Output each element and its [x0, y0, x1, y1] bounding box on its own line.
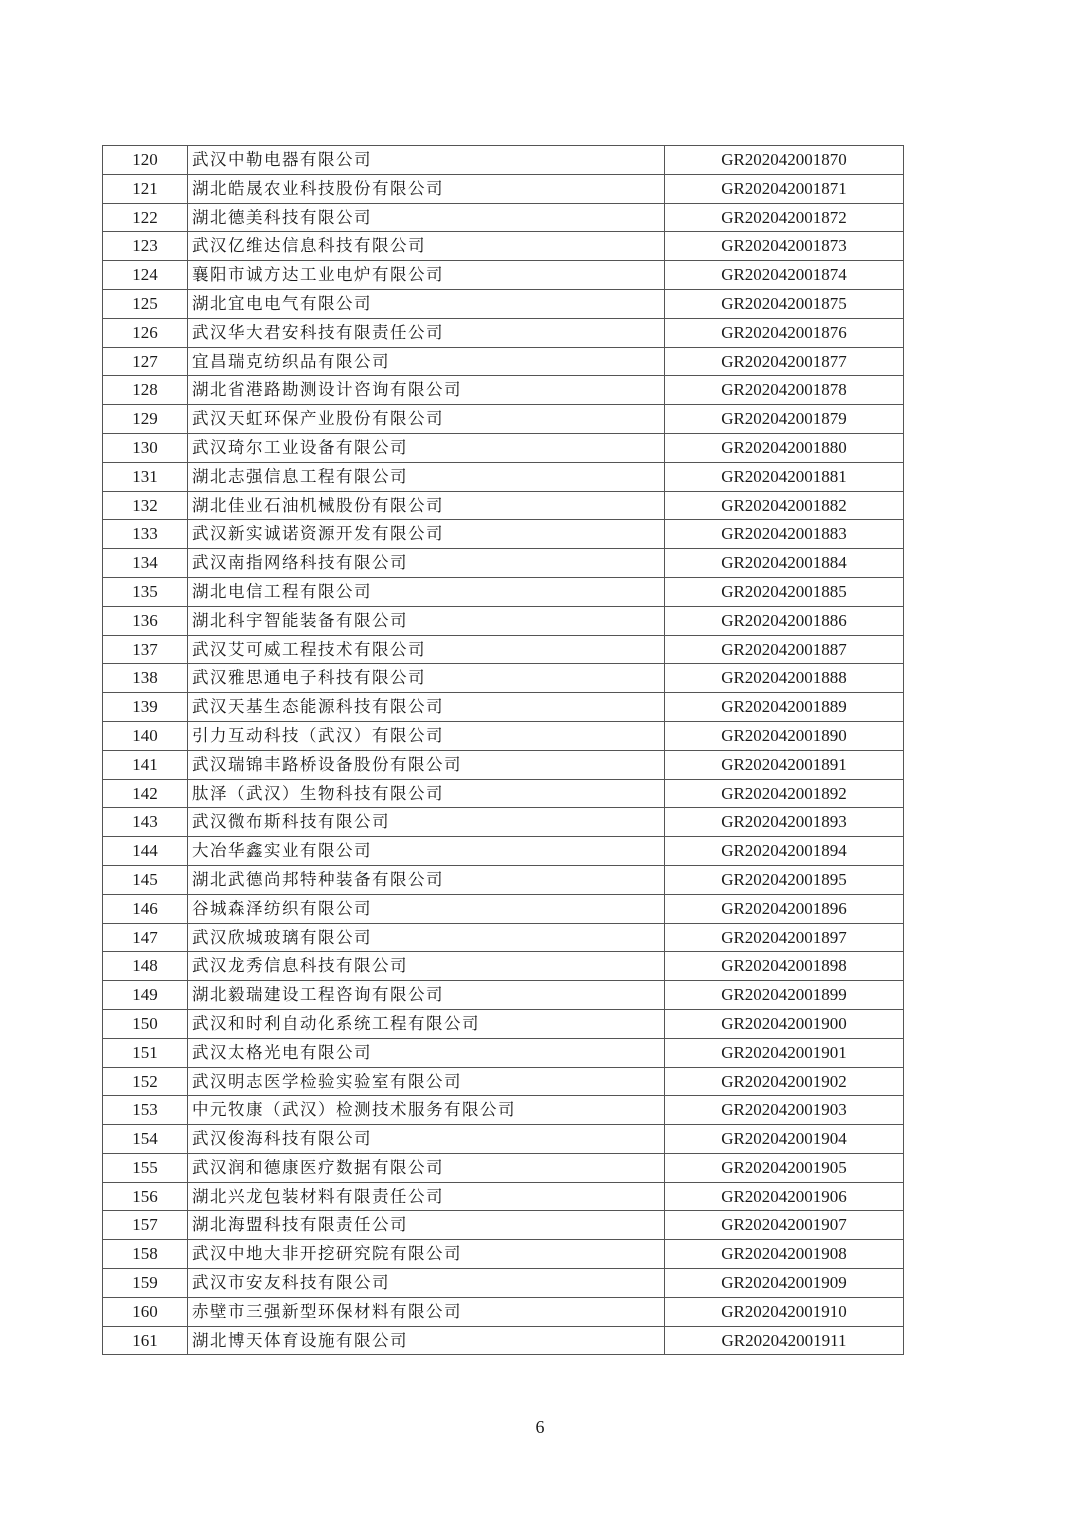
company-name: 武汉龙秀信息科技有限公司: [188, 952, 665, 981]
row-number: 134: [103, 549, 188, 578]
certificate-code: GR202042001882: [665, 491, 904, 520]
table-row: [103, 203, 904, 232]
company-name: 湖北佳业石油机械股份有限公司: [188, 491, 665, 520]
certificate-code: GR202042001901: [665, 1038, 904, 1067]
company-name: 武汉明志医学检验实验室有限公司: [188, 1067, 665, 1096]
row-number: 132: [103, 491, 188, 520]
row-number: 153: [103, 1096, 188, 1125]
certificate-code: GR202042001884: [665, 549, 904, 578]
certificate-code: GR202042001878: [665, 376, 904, 405]
row-number: 144: [103, 837, 188, 866]
company-name: 湖北博天体育设施有限公司: [188, 1326, 665, 1355]
certificate-code: GR202042001876: [665, 318, 904, 347]
table-row: [103, 750, 904, 779]
row-number: 139: [103, 693, 188, 722]
table-row: [103, 664, 904, 693]
certificate-code: GR202042001875: [665, 289, 904, 318]
row-number: 137: [103, 635, 188, 664]
table-row: [103, 1153, 904, 1182]
table-row: [103, 808, 904, 837]
row-number: 128: [103, 376, 188, 405]
company-name: 湖北皓晟农业科技股份有限公司: [188, 174, 665, 203]
table-row: [103, 923, 904, 952]
table-row: [103, 606, 904, 635]
certificate-code: GR202042001879: [665, 405, 904, 434]
table-row: [103, 347, 904, 376]
certificate-code: GR202042001881: [665, 462, 904, 491]
certificate-code: GR202042001871: [665, 174, 904, 203]
company-name: 湖北电信工程有限公司: [188, 577, 665, 606]
row-number: 133: [103, 520, 188, 549]
certificate-code: GR202042001873: [665, 232, 904, 261]
company-name: 湖北海盟科技有限责任公司: [188, 1211, 665, 1240]
row-number: 124: [103, 261, 188, 290]
table-row: [103, 462, 904, 491]
company-name: 中元牧康（武汉）检测技术服务有限公司: [188, 1096, 665, 1125]
row-number: 159: [103, 1269, 188, 1298]
certificate-code: GR202042001877: [665, 347, 904, 376]
table-row: [103, 1096, 904, 1125]
certificate-code: GR202042001889: [665, 693, 904, 722]
row-number: 155: [103, 1153, 188, 1182]
table-row: [103, 174, 904, 203]
company-name: 襄阳市诚方达工业电炉有限公司: [188, 261, 665, 290]
table-row: [103, 1009, 904, 1038]
table-row: [103, 577, 904, 606]
certificate-code: GR202042001902: [665, 1067, 904, 1096]
company-name: 肽泽（武汉）生物科技有限公司: [188, 779, 665, 808]
table-row: [103, 693, 904, 722]
table-row: [103, 1297, 904, 1326]
table-row: [103, 981, 904, 1010]
company-name: 湖北科宇智能装备有限公司: [188, 606, 665, 635]
table-row: [103, 721, 904, 750]
company-name: 引力互动科技（武汉）有限公司: [188, 721, 665, 750]
row-number: 143: [103, 808, 188, 837]
company-name: 武汉和时利自动化系统工程有限公司: [188, 1009, 665, 1038]
table-row: [103, 289, 904, 318]
certificate-code: GR202042001893: [665, 808, 904, 837]
certificate-code: GR202042001906: [665, 1182, 904, 1211]
row-number: 135: [103, 577, 188, 606]
table-row: [103, 865, 904, 894]
row-number: 161: [103, 1326, 188, 1355]
company-name: 武汉南指网络科技有限公司: [188, 549, 665, 578]
table-row: [103, 837, 904, 866]
row-number: 130: [103, 433, 188, 462]
company-name: 武汉俊海科技有限公司: [188, 1125, 665, 1154]
company-name: 武汉新实诚诺资源开发有限公司: [188, 520, 665, 549]
table-row: [103, 376, 904, 405]
certificate-code: GR202042001910: [665, 1297, 904, 1326]
certificate-code: GR202042001896: [665, 894, 904, 923]
company-name: 武汉太格光电有限公司: [188, 1038, 665, 1067]
row-number: 131: [103, 462, 188, 491]
row-number: 140: [103, 721, 188, 750]
certificate-code: GR202042001907: [665, 1211, 904, 1240]
company-name: 武汉微布斯科技有限公司: [188, 808, 665, 837]
company-name: 湖北德美科技有限公司: [188, 203, 665, 232]
row-number: 146: [103, 894, 188, 923]
table-row: [103, 1182, 904, 1211]
table-row: [103, 1326, 904, 1355]
row-number: 145: [103, 865, 188, 894]
company-name: 武汉琦尔工业设备有限公司: [188, 433, 665, 462]
company-name: 湖北省港路勘测设计咨询有限公司: [188, 376, 665, 405]
table-row: [103, 894, 904, 923]
table-row: [103, 318, 904, 347]
company-list-body: [103, 146, 904, 1355]
company-name: 武汉中勒电器有限公司: [188, 146, 665, 175]
certificate-code: GR202042001890: [665, 721, 904, 750]
table-row: [103, 1240, 904, 1269]
company-name: 武汉欣城玻璃有限公司: [188, 923, 665, 952]
company-name: 武汉华大君安科技有限责任公司: [188, 318, 665, 347]
certificate-code: GR202042001870: [665, 146, 904, 175]
table-row: [103, 1067, 904, 1096]
company-name: 武汉亿维达信息科技有限公司: [188, 232, 665, 261]
table-row: [103, 1038, 904, 1067]
row-number: 160: [103, 1297, 188, 1326]
row-number: 152: [103, 1067, 188, 1096]
company-name: 湖北兴龙包装材料有限责任公司: [188, 1182, 665, 1211]
certificate-code: GR202042001900: [665, 1009, 904, 1038]
certificate-code: GR202042001891: [665, 750, 904, 779]
row-number: 142: [103, 779, 188, 808]
page-number: 6: [535, 1417, 545, 1437]
certificate-code: GR202042001899: [665, 981, 904, 1010]
table-row: [103, 520, 904, 549]
row-number: 129: [103, 405, 188, 434]
certificate-code: GR202042001898: [665, 952, 904, 981]
company-name: 武汉中地大非开挖研究院有限公司: [188, 1240, 665, 1269]
row-number: 158: [103, 1240, 188, 1269]
row-number: 157: [103, 1211, 188, 1240]
row-number: 154: [103, 1125, 188, 1154]
table-row: [103, 491, 904, 520]
table-row: [103, 779, 904, 808]
company-name: 武汉雅思通电子科技有限公司: [188, 664, 665, 693]
row-number: 150: [103, 1009, 188, 1038]
company-name: 武汉天基生态能源科技有限公司: [188, 693, 665, 722]
table-row: [103, 1125, 904, 1154]
row-number: 127: [103, 347, 188, 376]
certificate-code: GR202042001887: [665, 635, 904, 664]
row-number: 120: [103, 146, 188, 175]
row-number: 122: [103, 203, 188, 232]
certificate-code: GR202042001894: [665, 837, 904, 866]
row-number: 121: [103, 174, 188, 203]
table-row: [103, 952, 904, 981]
row-number: 123: [103, 232, 188, 261]
row-number: 147: [103, 923, 188, 952]
row-number: 126: [103, 318, 188, 347]
company-name: 武汉天虹环保产业股份有限公司: [188, 405, 665, 434]
table-row: [103, 433, 904, 462]
company-name: 武汉瑞锦丰路桥设备股份有限公司: [188, 750, 665, 779]
company-name: 湖北志强信息工程有限公司: [188, 462, 665, 491]
table-row: [103, 1211, 904, 1240]
row-number: 156: [103, 1182, 188, 1211]
row-number: 138: [103, 664, 188, 693]
certificate-code: GR202042001911: [665, 1326, 904, 1355]
company-name: 湖北毅瑞建设工程咨询有限公司: [188, 981, 665, 1010]
row-number: 151: [103, 1038, 188, 1067]
table-row: [103, 405, 904, 434]
table-row: [103, 549, 904, 578]
company-name: 宜昌瑞克纺织品有限公司: [188, 347, 665, 376]
certificate-code: GR202042001883: [665, 520, 904, 549]
table-row: [103, 232, 904, 261]
certificate-code: GR202042001909: [665, 1269, 904, 1298]
company-name: 武汉市安友科技有限公司: [188, 1269, 665, 1298]
certificate-code: GR202042001872: [665, 203, 904, 232]
row-number: 149: [103, 981, 188, 1010]
certificate-code: GR202042001903: [665, 1096, 904, 1125]
company-list-table: [102, 145, 904, 1355]
certificate-code: GR202042001874: [665, 261, 904, 290]
company-name: 赤壁市三强新型环保材料有限公司: [188, 1297, 665, 1326]
row-number: 136: [103, 606, 188, 635]
company-name: 武汉艾可威工程技术有限公司: [188, 635, 665, 664]
company-name: 谷城森泽纺织有限公司: [188, 894, 665, 923]
certificate-code: GR202042001888: [665, 664, 904, 693]
row-number: 125: [103, 289, 188, 318]
certificate-code: GR202042001886: [665, 606, 904, 635]
certificate-code: GR202042001880: [665, 433, 904, 462]
company-name: 湖北武德尚邦特种装备有限公司: [188, 865, 665, 894]
row-number: 141: [103, 750, 188, 779]
certificate-code: GR202042001905: [665, 1153, 904, 1182]
table-row: [103, 635, 904, 664]
certificate-code: GR202042001908: [665, 1240, 904, 1269]
certificate-code: GR202042001892: [665, 779, 904, 808]
table-row: [103, 146, 904, 175]
certificate-code: GR202042001895: [665, 865, 904, 894]
certificate-code: GR202042001897: [665, 923, 904, 952]
table-row: [103, 1269, 904, 1298]
company-name: 湖北宜电电气有限公司: [188, 289, 665, 318]
row-number: 148: [103, 952, 188, 981]
certificate-code: GR202042001904: [665, 1125, 904, 1154]
table-row: [103, 261, 904, 290]
company-name: 武汉润和德康医疗数据有限公司: [188, 1153, 665, 1182]
certificate-code: GR202042001885: [665, 577, 904, 606]
company-name: 大冶华鑫实业有限公司: [188, 837, 665, 866]
